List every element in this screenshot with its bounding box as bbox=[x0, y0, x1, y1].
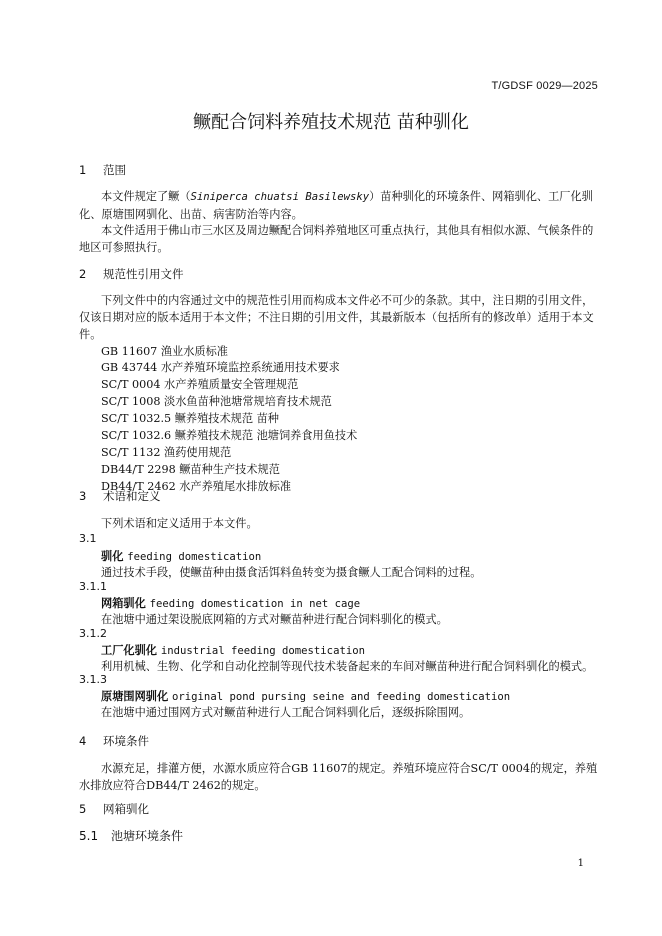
document-id: T/GDSF 0029—2025 bbox=[491, 80, 598, 92]
reference-item: SC/T 1032.5 鳜养殖技术规范 苗种 bbox=[101, 412, 279, 425]
term-zh: 驯化 bbox=[101, 550, 124, 563]
section-title: 术语和定义 bbox=[103, 489, 161, 503]
reference-item: DB44/T 2298 鳜苗种生产技术规范 bbox=[101, 463, 280, 476]
subsection-title: 池塘环境条件 bbox=[111, 829, 184, 843]
section-3-intro: 下列术语和定义适用于本文件。 bbox=[101, 517, 258, 530]
section-2-intro: 下列文件中的内容通过文中的规范性引用而构成本文件必不可少的条款。其中，注日期的引用文件，仅该日期对应的版本适用于本文件；不注日期的引用文件，其最新版本（包括所有的修改单）适用于本文件。 bbox=[79, 294, 594, 341]
page-number: 1 bbox=[577, 858, 584, 869]
section-number: 1 bbox=[79, 163, 87, 177]
term-en: original pond pursing seine and feeding domestication bbox=[172, 691, 511, 703]
section-title: 规范性引用文件 bbox=[103, 267, 184, 281]
clause-number: 3.1.3 bbox=[79, 673, 107, 686]
term-en: feeding domestication bbox=[127, 551, 262, 563]
section-5-heading bbox=[79, 801, 149, 817]
subsection-number: 5.1 bbox=[79, 829, 99, 843]
section-4-paragraph: 水源充足，排灌方便，水源水质应符合GB 11607的规定。养殖环境应符合SC/T 0004的规定，养殖水排放应符合DB44/T 2462的规定。 bbox=[79, 762, 598, 792]
term-zh: 网箱驯化 bbox=[101, 597, 146, 610]
term-zh: 工厂化驯化 bbox=[101, 644, 157, 657]
clause-number: 3.1 bbox=[79, 532, 97, 545]
term-definition: 利用机械、生物、化学和自动化控制等现代技术装备起来的车间对鳜苗种进行配合饲料驯化的模式。 bbox=[101, 660, 594, 673]
reference-item: SC/T 0004 水产养殖质量安全管理规范 bbox=[101, 378, 299, 391]
section-number: 3 bbox=[79, 489, 87, 503]
reference-item: GB 43744 水产养殖环境监控系统通用技术要求 bbox=[101, 361, 340, 374]
reference-item: SC/T 1032.6 鳜养殖技术规范 池塘饲养食用鱼技术 bbox=[101, 429, 358, 442]
reference-item: GB 11607 渔业水质标准 bbox=[101, 345, 228, 358]
section-2-heading bbox=[79, 266, 184, 282]
term-heading bbox=[101, 688, 510, 704]
term-zh: 原塘围网驯化 bbox=[101, 690, 169, 703]
reference-item: DB44/T 2462 水产养殖尾水排放标准 bbox=[101, 480, 292, 493]
term-heading bbox=[101, 642, 365, 658]
clause-number: 3.1.2 bbox=[79, 627, 107, 640]
section-title: 环境条件 bbox=[103, 734, 149, 748]
section-title: 范围 bbox=[103, 163, 126, 177]
section-3-heading bbox=[79, 488, 161, 504]
section-1-paragraph-2: 本文件适用于佛山市三水区及周边鳜配合饲料养殖地区可重点执行，其他具有相似水源、气候条件的地区可参照执行。 bbox=[79, 224, 594, 254]
section-4-heading bbox=[79, 733, 149, 749]
term-definition: 在池塘中通过围网方式对鳜苗种进行人工配合饲料驯化后，逐级拆除围网。 bbox=[101, 706, 471, 719]
term-en: industrial feeding domestication bbox=[160, 645, 365, 657]
term-en: feeding domestication in net cage bbox=[149, 598, 361, 610]
clause-number: 3.1.1 bbox=[79, 580, 107, 593]
term-definition: 通过技术手段，使鳜苗种由摄食活饵料鱼转变为摄食鳜人工配合饲料的过程。 bbox=[101, 566, 482, 579]
section-number: 4 bbox=[79, 734, 87, 748]
term-heading bbox=[101, 595, 360, 611]
section-1-heading bbox=[79, 162, 126, 178]
subsection-5-1-heading bbox=[79, 827, 183, 844]
reference-item: SC/T 1008 淡水鱼苗种池塘常规培育技术规范 bbox=[101, 395, 332, 408]
document-title: 鳜配合饲料养殖技术规范 苗种驯化 bbox=[193, 112, 469, 133]
section-title: 网箱驯化 bbox=[103, 802, 149, 816]
term-definition: 在池塘中通过架设脱底网箱的方式对鳜苗种进行配合饲料驯化的模式。 bbox=[101, 613, 448, 626]
reference-item: SC/T 1132 渔药使用规范 bbox=[101, 446, 232, 459]
section-1-paragraph-1: 本文件规定了鳜（Siniperca chuatsi Basilewsky）苗种驯化的环境条件、网箱驯化、工厂化驯化、原塘围网驯化、出苗、病害防治等内容。 bbox=[79, 190, 593, 221]
term-heading bbox=[101, 548, 261, 564]
section-number: 5 bbox=[79, 802, 87, 816]
scientific-name: Siniperca chuatsi Basilewsky bbox=[190, 191, 370, 203]
section-number: 2 bbox=[79, 267, 87, 281]
